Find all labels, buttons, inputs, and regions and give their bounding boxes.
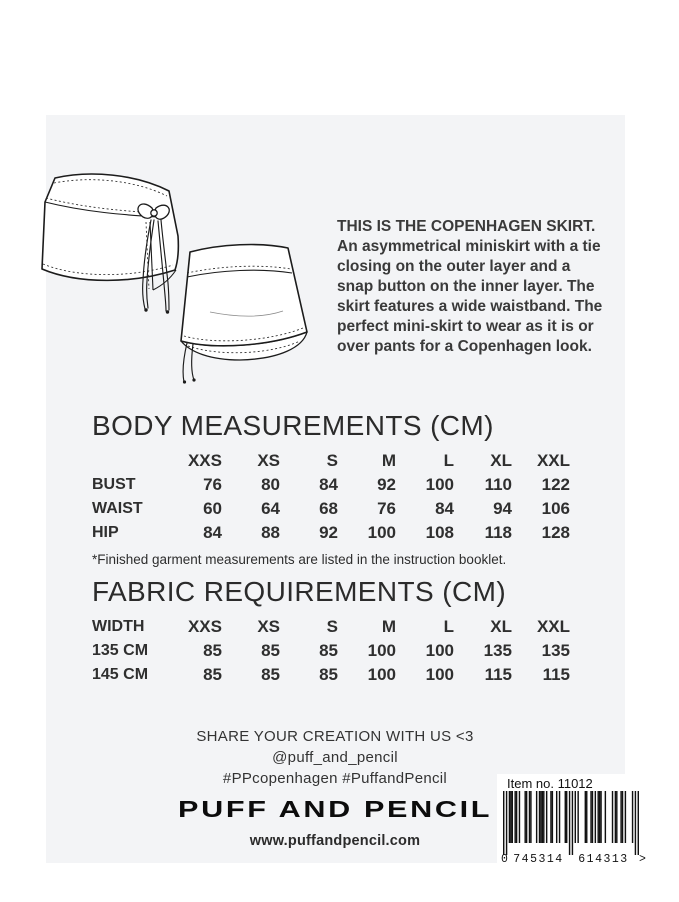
hashtags: #PPcopenhagen #PuffandPencil (222, 770, 448, 787)
skirt-technical-drawing (40, 160, 330, 397)
fabric-value: 115 (484, 665, 512, 684)
barcode-digits (497, 853, 651, 867)
fabric-value: 85 (319, 641, 338, 660)
fabric-value: 100 (425, 641, 454, 660)
brand-website: www.puffandpencil.com (249, 833, 421, 849)
size-header: XS (257, 617, 280, 636)
measurement-value: 128 (541, 523, 570, 542)
size-header: XXL (536, 617, 570, 636)
table-row-width-135 (92, 639, 578, 663)
fabric-value: 85 (203, 665, 222, 684)
measurement-value: 84 (203, 523, 222, 542)
measurement-value: 84 (435, 499, 454, 518)
measurement-value: 106 (541, 499, 570, 518)
measurement-value: 92 (319, 523, 338, 542)
size-header-row (92, 449, 578, 473)
fabric-requirements-title: FABRIC REQUIREMENTS (CM) (92, 576, 507, 607)
row-label: HIP (92, 524, 119, 541)
size-header: M (381, 451, 396, 470)
fabric-value: 100 (425, 665, 454, 684)
width-header: WIDTH (92, 618, 145, 635)
fabric-value: 100 (367, 641, 396, 660)
fabric-value: 85 (261, 665, 280, 684)
measurement-value: 68 (319, 499, 338, 518)
row-label: 135 CM (92, 642, 149, 659)
measurement-value: 64 (261, 499, 280, 518)
barcode-digit-left: 0 (501, 853, 508, 866)
fabric-header-row (92, 615, 578, 639)
measurement-value: 92 (377, 475, 396, 494)
measurement-value: 60 (203, 499, 222, 518)
row-label: BUST (92, 476, 136, 493)
size-header: XXL (536, 451, 570, 470)
fabric-value: 85 (319, 665, 338, 684)
barcode-box (497, 774, 651, 878)
fabric-value: 85 (203, 641, 222, 660)
measurement-value: 100 (425, 475, 454, 494)
measurement-value: 80 (261, 475, 280, 494)
footnote: *Finished garment measurements are listed in the instruction booklet. (92, 552, 507, 567)
measurement-value: 110 (484, 475, 512, 494)
size-header: S (326, 617, 338, 636)
measurement-value: 94 (493, 499, 512, 518)
body-measurements-title: BODY MEASUREMENTS (CM) (92, 410, 494, 441)
skirt-front-line-drawing (42, 174, 178, 314)
skirt-back-line-drawing (181, 245, 307, 384)
size-header: L (443, 617, 454, 636)
table-row-width-145 (92, 663, 578, 687)
body-measurements-table (92, 449, 578, 545)
fabric-value: 135 (541, 641, 570, 660)
share-line: SHARE YOUR CREATION WITH US <3 (196, 728, 474, 745)
measurement-value: 118 (484, 523, 512, 542)
measurement-value: 76 (203, 475, 222, 494)
row-label: 145 CM (92, 666, 149, 683)
fabric-value: 135 (483, 641, 512, 660)
size-header-spacer (92, 449, 164, 473)
fabric-value: 85 (261, 641, 280, 660)
instagram-handle: @puff_and_pencil (272, 749, 398, 766)
item-number-label: Item no. 11012 (507, 776, 593, 791)
table-row-hip (92, 521, 578, 545)
barcode-digits-group1: 745314 (513, 853, 564, 866)
barcode-trailing-mark: > (639, 853, 646, 866)
measurement-value: 88 (261, 523, 280, 542)
table-row-waist (92, 497, 578, 521)
barcode-bars (503, 791, 639, 855)
size-header: XL (490, 617, 512, 636)
size-header: S (326, 451, 338, 470)
brand-logo: PUFF AND PENCIL (177, 796, 493, 822)
fabric-requirements-table (92, 615, 578, 687)
size-header: XXS (187, 617, 222, 636)
measurement-value: 84 (319, 475, 338, 494)
product-description: THIS IS THE COPENHAGEN SKIRT. An asymmetrical miniskirt with a tie closing on the outer layer and a snap button on the inner layer. The skirt features a wide waistband. The perfect mini-skirt to wear as it is or over pants for a Copenhagen look. (337, 218, 603, 355)
barcode-digits-group2: 614313 (578, 853, 629, 866)
measurement-value: 108 (425, 523, 454, 542)
size-header: M (381, 617, 396, 636)
size-header: XL (490, 451, 512, 470)
size-header: XXS (187, 451, 222, 470)
measurement-value: 76 (377, 499, 396, 518)
fabric-requirements-section (92, 576, 578, 687)
size-header: L (443, 451, 454, 470)
row-label: WAIST (92, 500, 143, 517)
measurement-value: 122 (541, 475, 570, 494)
fabric-value: 100 (367, 665, 396, 684)
size-header: XS (257, 451, 280, 470)
fabric-value: 115 (542, 665, 570, 684)
measurement-value: 100 (367, 523, 396, 542)
body-measurements-section (92, 410, 578, 567)
table-row-bust (92, 473, 578, 497)
